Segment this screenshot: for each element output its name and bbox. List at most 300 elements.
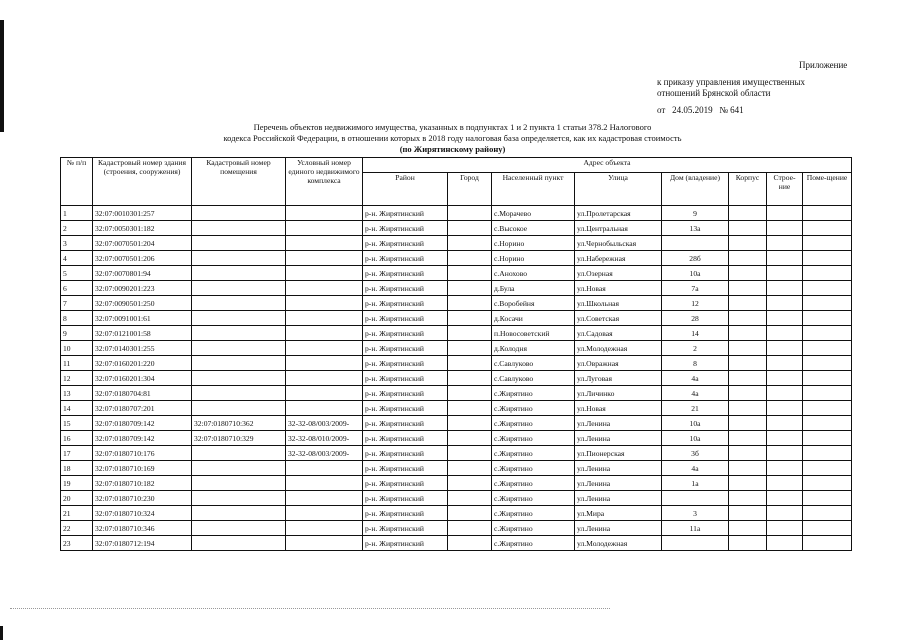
cell-empty: [803, 206, 852, 221]
cell-settlement: с.Жирятино: [492, 416, 575, 431]
cell-complex: [286, 206, 363, 221]
cell-empty: [729, 386, 767, 401]
cell-settlement: с.Жирятино: [492, 521, 575, 536]
cell-empty: [803, 296, 852, 311]
table-row: [61, 386, 852, 401]
cell-empty: [803, 281, 852, 296]
cell-building: 32:07:0070801:94: [93, 266, 192, 281]
cell-house: 8: [662, 356, 729, 371]
cell-house: 2: [662, 341, 729, 356]
cell-street: ул.Новая: [575, 401, 662, 416]
cell-num: 3: [61, 236, 93, 251]
cell-num: 13: [61, 386, 93, 401]
cell-empty: [767, 266, 803, 281]
cell-room: [192, 236, 286, 251]
cell-house: 28б: [662, 251, 729, 266]
cell-street: ул.Молодежная: [575, 536, 662, 551]
cell-empty: [729, 341, 767, 356]
cell-empty: [767, 296, 803, 311]
cell-complex: [286, 521, 363, 536]
cell-empty: [729, 356, 767, 371]
col-city: Город: [448, 173, 492, 206]
cell-settlement: с.Жирятино: [492, 491, 575, 506]
cell-building: 32:07:0090201:223: [93, 281, 192, 296]
cell-building: 32:07:0070501:206: [93, 251, 192, 266]
cell-num: 15: [61, 416, 93, 431]
cell-house: [662, 236, 729, 251]
cell-empty: [803, 401, 852, 416]
col-room: Кадастровый номер помещения: [192, 158, 286, 206]
cell-district: р-н. Жирятинский: [363, 326, 448, 341]
cell-house: 21: [662, 401, 729, 416]
cell-empty: [803, 356, 852, 371]
cell-num: 9: [61, 326, 93, 341]
table-row: [61, 461, 852, 476]
cell-complex: [286, 401, 363, 416]
cell-settlement: с.Высокое: [492, 221, 575, 236]
cell-room: [192, 521, 286, 536]
cell-district: р-н. Жирятинский: [363, 401, 448, 416]
cell-settlement: с.Норино: [492, 251, 575, 266]
cell-empty: [729, 281, 767, 296]
cell-complex: 32-32-08/003/2009-: [286, 416, 363, 431]
cell-num: 16: [61, 431, 93, 446]
cell-empty: [767, 521, 803, 536]
cell-complex: [286, 296, 363, 311]
cell-empty: [767, 476, 803, 491]
cell-settlement: с.Жирятино: [492, 401, 575, 416]
cell-empty: [729, 476, 767, 491]
cell-district: р-н. Жирятинский: [363, 476, 448, 491]
cell-empty: [767, 431, 803, 446]
cell-empty: [767, 386, 803, 401]
cell-empty: [767, 506, 803, 521]
cell-empty: [729, 506, 767, 521]
cell-city: [448, 506, 492, 521]
cell-settlement: с.Норино: [492, 236, 575, 251]
cell-district: р-н. Жирятинский: [363, 266, 448, 281]
cell-settlement: с.Жирятино: [492, 476, 575, 491]
cell-settlement: с.Савлуково: [492, 371, 575, 386]
cell-room: [192, 401, 286, 416]
cell-building: 32:07:0050301:182: [93, 221, 192, 236]
cell-district: р-н. Жирятинский: [363, 506, 448, 521]
table-row: [61, 536, 852, 551]
cell-street: ул.Ленина: [575, 491, 662, 506]
cell-settlement: с.Жирятино: [492, 536, 575, 551]
cell-house: 28: [662, 311, 729, 326]
cell-empty: [767, 341, 803, 356]
table-row: [61, 206, 852, 221]
cell-empty: [767, 311, 803, 326]
cell-empty: [729, 266, 767, 281]
cell-empty: [729, 221, 767, 236]
cell-empty: [729, 206, 767, 221]
cell-house: 10а: [662, 431, 729, 446]
col-house: Дом (владение): [662, 173, 729, 206]
cell-settlement: с.Савлуково: [492, 356, 575, 371]
cell-empty: [803, 521, 852, 536]
table-row: [61, 506, 852, 521]
cell-empty: [767, 326, 803, 341]
cell-settlement: д.Косачи: [492, 311, 575, 326]
cell-empty: [803, 371, 852, 386]
cell-room: [192, 476, 286, 491]
cell-city: [448, 296, 492, 311]
table-row: [61, 416, 852, 431]
cell-empty: [729, 416, 767, 431]
cell-num: 17: [61, 446, 93, 461]
cell-complex: [286, 221, 363, 236]
cell-complex: [286, 266, 363, 281]
cell-house: 14: [662, 326, 729, 341]
cell-num: 2: [61, 221, 93, 236]
cell-num: 21: [61, 506, 93, 521]
cell-empty: [767, 356, 803, 371]
cell-district: р-н. Жирятинский: [363, 386, 448, 401]
cell-building: 32:07:0140301:255: [93, 341, 192, 356]
cell-district: р-н. Жирятинский: [363, 461, 448, 476]
cell-room: [192, 266, 286, 281]
cell-building: 32:07:0180710:169: [93, 461, 192, 476]
cell-empty: [729, 326, 767, 341]
property-table: [60, 157, 852, 551]
cell-street: ул.Чернобыльская: [575, 236, 662, 251]
cell-street: ул.Советская: [575, 311, 662, 326]
cell-building: 32:07:0180709:142: [93, 416, 192, 431]
table-row: [61, 371, 852, 386]
cell-district: р-н. Жирятинский: [363, 236, 448, 251]
cell-empty: [803, 431, 852, 446]
cell-empty: [767, 251, 803, 266]
cell-city: [448, 431, 492, 446]
cell-district: р-н. Жирятинский: [363, 521, 448, 536]
cell-empty: [767, 281, 803, 296]
date-prefix: от: [657, 105, 666, 115]
col-stroenie: Строе-ние: [767, 173, 803, 206]
cell-complex: [286, 371, 363, 386]
cell-settlement: д.Була: [492, 281, 575, 296]
cell-empty: [803, 341, 852, 356]
cell-city: [448, 221, 492, 236]
cell-house: 7а: [662, 281, 729, 296]
cell-room: [192, 341, 286, 356]
cell-room: [192, 506, 286, 521]
cell-empty: [729, 536, 767, 551]
cell-num: 5: [61, 266, 93, 281]
cell-street: ул.Школьная: [575, 296, 662, 311]
table-row: [61, 281, 852, 296]
cell-building: 32:07:0180712:194: [93, 536, 192, 551]
cell-num: 18: [61, 461, 93, 476]
cell-city: [448, 206, 492, 221]
col-complex: Условный номер единого недвижимого комплекса: [286, 158, 363, 206]
cell-city: [448, 371, 492, 386]
cell-empty: [803, 491, 852, 506]
cell-city: [448, 326, 492, 341]
table-row: [61, 401, 852, 416]
cell-empty: [803, 251, 852, 266]
cell-room: [192, 326, 286, 341]
cell-house: 11а: [662, 521, 729, 536]
cell-house: 4а: [662, 461, 729, 476]
cell-city: [448, 236, 492, 251]
order-line-1: к приказу управления имущественных: [657, 77, 806, 87]
cell-district: р-н. Жирятинский: [363, 251, 448, 266]
cell-building: 32:07:0180704:81: [93, 386, 192, 401]
cell-empty: [767, 416, 803, 431]
cell-room: 32:07:0180710:329: [192, 431, 286, 446]
cell-city: [448, 491, 492, 506]
cell-room: [192, 461, 286, 476]
cell-street: ул.Пионерская: [575, 446, 662, 461]
cell-room: [192, 386, 286, 401]
cell-room: [192, 536, 286, 551]
cell-complex: [286, 461, 363, 476]
cell-settlement: с.Жирятино: [492, 431, 575, 446]
order-line-2: отношений Брянской области: [657, 88, 771, 98]
cell-city: [448, 476, 492, 491]
cell-settlement: д.Колодня: [492, 341, 575, 356]
cell-num: 11: [61, 356, 93, 371]
cell-num: 22: [61, 521, 93, 536]
col-address: Адрес объекта: [363, 158, 852, 173]
cell-settlement: с.Жирятино: [492, 461, 575, 476]
table-row: [61, 446, 852, 461]
cell-house: 13а: [662, 221, 729, 236]
col-building: Кадастровый номер здания (строения, сооружения): [93, 158, 192, 206]
col-korpus: Корпус: [729, 173, 767, 206]
cell-street: ул.Новая: [575, 281, 662, 296]
scan-edge-mark-bottom: [0, 626, 3, 640]
cell-building: 32:07:0070501:204: [93, 236, 192, 251]
cell-room: [192, 371, 286, 386]
cell-empty: [729, 236, 767, 251]
cell-complex: [286, 506, 363, 521]
title-line-1: Перечень объектов недвижимого имущества, указанных в подпунктах 1 и 2 пункта 1 статьи 378.2 Налогового: [253, 122, 652, 132]
cell-empty: [729, 296, 767, 311]
cell-room: [192, 491, 286, 506]
cell-house: [662, 491, 729, 506]
cell-district: р-н. Жирятинский: [363, 536, 448, 551]
cell-district: р-н. Жирятинский: [363, 296, 448, 311]
cell-room: [192, 296, 286, 311]
cell-building: 32:07:0090501:250: [93, 296, 192, 311]
cell-building: 32:07:0180710:324: [93, 506, 192, 521]
cell-district: р-н. Жирятинский: [363, 491, 448, 506]
cell-room: [192, 251, 286, 266]
cell-building: 32:07:0160201:304: [93, 371, 192, 386]
cell-num: 6: [61, 281, 93, 296]
col-settlement: Населенный пункт: [492, 173, 575, 206]
cell-city: [448, 461, 492, 476]
cell-room: 32:07:0180710:362: [192, 416, 286, 431]
cell-empty: [803, 476, 852, 491]
title-line-3: (по Жирятинскому району): [399, 144, 506, 154]
cell-building: 32:07:0180710:182: [93, 476, 192, 491]
table-row: [61, 431, 852, 446]
cell-empty: [767, 236, 803, 251]
cell-complex: [286, 491, 363, 506]
scan-edge-mark-top: [0, 20, 4, 132]
order-number: № 641: [719, 105, 744, 115]
cell-building: 32:07:0180709:142: [93, 431, 192, 446]
cell-street: ул.Луговая: [575, 371, 662, 386]
cell-complex: [286, 311, 363, 326]
cell-building: 32:07:0160201:220: [93, 356, 192, 371]
cell-street: ул.Ленина: [575, 416, 662, 431]
cell-district: р-н. Жирятинский: [363, 206, 448, 221]
cell-building: 32:07:0180710:346: [93, 521, 192, 536]
cell-house: 12: [662, 296, 729, 311]
cell-settlement: с.Жирятино: [492, 386, 575, 401]
cell-street: ул.Ленина: [575, 476, 662, 491]
table-row: [61, 221, 852, 236]
cell-complex: [286, 251, 363, 266]
cell-district: р-н. Жирятинский: [363, 431, 448, 446]
cell-empty: [729, 371, 767, 386]
cell-num: 12: [61, 371, 93, 386]
cell-house: 3: [662, 506, 729, 521]
cell-empty: [729, 491, 767, 506]
cell-street: ул.Садовая: [575, 326, 662, 341]
cell-empty: [803, 446, 852, 461]
cell-settlement: п.Новосоветский: [492, 326, 575, 341]
cell-street: ул.Овражная: [575, 356, 662, 371]
cell-empty: [803, 536, 852, 551]
cell-city: [448, 536, 492, 551]
cell-num: 7: [61, 296, 93, 311]
appendix-label: Приложение: [799, 60, 848, 70]
cell-district: р-н. Жирятинский: [363, 281, 448, 296]
cell-street: ул.Пролетарская: [575, 206, 662, 221]
cell-district: р-н. Жирятинский: [363, 416, 448, 431]
cell-empty: [803, 236, 852, 251]
cell-empty: [767, 491, 803, 506]
cell-empty: [767, 536, 803, 551]
cell-empty: [803, 266, 852, 281]
cell-district: р-н. Жирятинский: [363, 356, 448, 371]
cell-street: ул.Мира: [575, 506, 662, 521]
cell-num: 10: [61, 341, 93, 356]
table-row: [61, 356, 852, 371]
cell-house: 9: [662, 206, 729, 221]
cell-empty: [803, 416, 852, 431]
table-row: [61, 341, 852, 356]
cell-complex: [286, 326, 363, 341]
cell-complex: [286, 236, 363, 251]
col-num: № п/п: [61, 158, 93, 206]
cell-room: [192, 446, 286, 461]
cell-empty: [729, 251, 767, 266]
table-row: [61, 326, 852, 341]
cell-complex: [286, 386, 363, 401]
order-date: 24.05.2019: [672, 105, 713, 115]
scan-noise: [10, 608, 610, 609]
cell-city: [448, 311, 492, 326]
cell-house: 4а: [662, 371, 729, 386]
cell-city: [448, 386, 492, 401]
cell-empty: [803, 311, 852, 326]
cell-street: ул.Ленина: [575, 431, 662, 446]
cell-city: [448, 251, 492, 266]
cell-district: р-н. Жирятинский: [363, 341, 448, 356]
cell-num: 1: [61, 206, 93, 221]
cell-house: 4а: [662, 386, 729, 401]
cell-room: [192, 206, 286, 221]
cell-district: р-н. Жирятинский: [363, 446, 448, 461]
cell-num: 4: [61, 251, 93, 266]
col-district: Район: [363, 173, 448, 206]
cell-settlement: с.Анохово: [492, 266, 575, 281]
order-date-line: [657, 105, 744, 116]
cell-district: р-н. Жирятинский: [363, 371, 448, 386]
cell-room: [192, 221, 286, 236]
cell-empty: [729, 431, 767, 446]
cell-empty: [767, 446, 803, 461]
table-row: [61, 236, 852, 251]
cell-city: [448, 416, 492, 431]
cell-empty: [803, 326, 852, 341]
cell-room: [192, 311, 286, 326]
cell-building: 32:07:0180710:230: [93, 491, 192, 506]
cell-building: 32:07:0180707:201: [93, 401, 192, 416]
table-row: [61, 296, 852, 311]
cell-district: р-н. Жирятинский: [363, 311, 448, 326]
cell-num: 19: [61, 476, 93, 491]
cell-house: 10а: [662, 416, 729, 431]
table-body: [61, 206, 852, 551]
cell-empty: [767, 401, 803, 416]
cell-street: ул.Набережная: [575, 251, 662, 266]
cell-street: ул.Молодежная: [575, 341, 662, 356]
table-row: [61, 521, 852, 536]
cell-room: [192, 356, 286, 371]
cell-house: [662, 536, 729, 551]
cell-num: 14: [61, 401, 93, 416]
cell-street: ул.Ленина: [575, 461, 662, 476]
cell-house: 1а: [662, 476, 729, 491]
cell-complex: 32-32-08/010/2009-: [286, 431, 363, 446]
title-line-2: кодекса Российской Федерации, в отношении которых в 2018 году налоговая база определяется, как их кадастровая стоимость: [223, 133, 682, 143]
cell-room: [192, 281, 286, 296]
cell-city: [448, 401, 492, 416]
cell-street: ул.Личинко: [575, 386, 662, 401]
cell-city: [448, 521, 492, 536]
cell-empty: [803, 506, 852, 521]
cell-empty: [729, 401, 767, 416]
cell-complex: [286, 536, 363, 551]
cell-building: 32:07:0010301:257: [93, 206, 192, 221]
cell-settlement: с.Жирятино: [492, 506, 575, 521]
cell-settlement: с.Воробейня: [492, 296, 575, 311]
cell-empty: [729, 311, 767, 326]
cell-empty: [803, 386, 852, 401]
cell-complex: 32-32-08/003/2009-: [286, 446, 363, 461]
cell-house: 10а: [662, 266, 729, 281]
cell-district: р-н. Жирятинский: [363, 221, 448, 236]
cell-empty: [803, 221, 852, 236]
cell-empty: [767, 461, 803, 476]
table-row: [61, 251, 852, 266]
cell-complex: [286, 476, 363, 491]
cell-city: [448, 446, 492, 461]
cell-house: 3б: [662, 446, 729, 461]
cell-city: [448, 356, 492, 371]
cell-building: 32:07:0180710:176: [93, 446, 192, 461]
cell-city: [448, 341, 492, 356]
cell-empty: [767, 206, 803, 221]
